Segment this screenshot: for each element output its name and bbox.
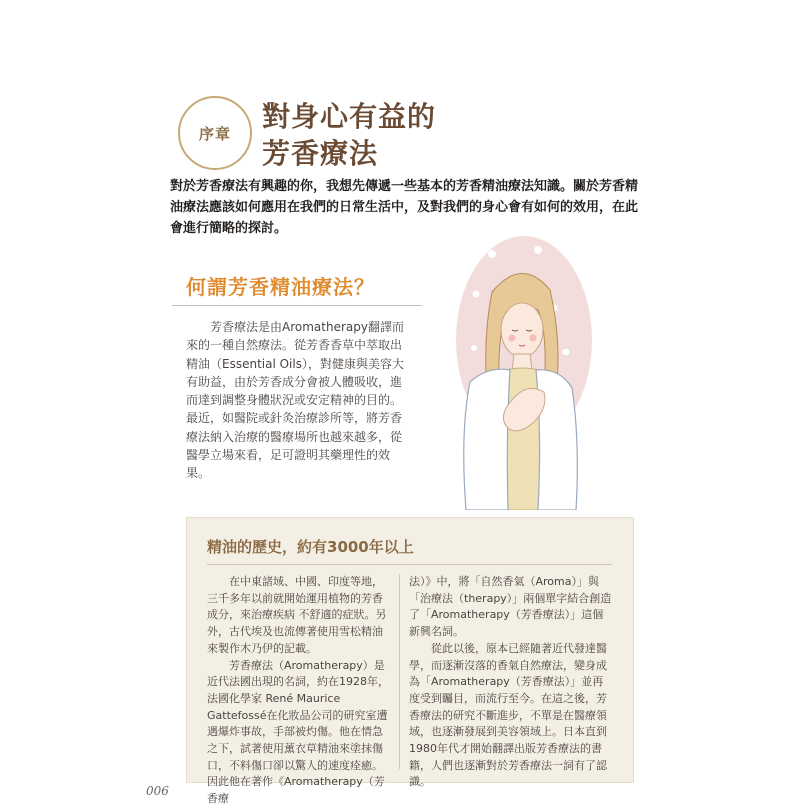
history-left-paragraph-1: 在中東諸域、中國、印度等地，三千多年以前就開始運用植物的芳香成分，來治療疾病 不舒適的症狀。另外，古代埃及也流傳著使用雪松精油來製作木乃伊的記載。 [207, 575, 387, 655]
chapter-badge-label: 序章 [198, 124, 231, 143]
page-number: 006 [146, 784, 169, 798]
history-right-paragraph-2: 從此以後，原本已經隨著近代發達醫學，而逐漸沒落的香氣自然療法，變身成為「Aromatherapy（芳香療法）」並再度受到矚目，而流行至今。在這之後，芳香療法的研究不斷進步，不單是在醫療領域，也逐漸發展到美容領域上。日本直到1980年代才開始翻譯出版芳香療法的書籍，人們也逐漸對於芳香療法一詞有了認識。 [409, 641, 607, 789]
chapter-title-line1: 對身心有益的 [262, 100, 437, 133]
history-divider [207, 564, 612, 565]
history-right-paragraph-1: 法）》中，將「自然香氣（Aroma）」與「治療法（therapy）」兩個單字結合創造了「Aromatherapy（芳香療法）」這個新興名詞。 [409, 575, 612, 639]
history-left-column [207, 574, 393, 808]
history-heading: 精油的歷史，約有3000年以上 [207, 538, 414, 556]
chapter-title-line2: 芳香療法 [262, 137, 379, 170]
section-body: 芳香療法是由Aromatherapy翻譯而來的一種自然療法。從芳香香草中萃取出精油（Essential Oils），對健康與美容大有助益，由於芳香成分會被人體吸收，進而達到調整身體狀況或安定精神的目的。最近，如醫院或針灸治療診所等，將芳香療法納入治療的醫療場所也越來越多，從醫學立場來看，足可證明其藥理性的效果。 [186, 320, 404, 481]
chapter-badge [178, 96, 252, 170]
intro-paragraph: 對於芳香療法有興趣的你，我想先傳遞一些基本的芳香精油療法知識。關於芳香精油療法應該如何應用在我們的日常生活中，及對我們的身心會有如何的效用，在此會進行簡略的探討。 [170, 179, 639, 236]
woman-illustration [448, 232, 598, 510]
face [501, 303, 543, 357]
section-heading: 何謂芳香精油療法？ [186, 275, 375, 299]
cardigan-left [464, 369, 510, 510]
history-box [186, 517, 634, 806]
column-rule [399, 574, 400, 769]
history-right-column [409, 574, 614, 791]
history-left-paragraph-2: 芳香療法（Aromatherapy）是近代法國出現的名詞，約在1928年，法國化學家 René Maurice Gattefossé在化妝品公司的研究室遭遇爆炸事故，手部被灼傷。他在情急之下，試著使用薰衣草精油來塗抹傷口，不料傷口卻以驚人的速度痊癒。因此他在著作《Aromatherapy（芳香療 [207, 658, 389, 806]
section-divider [172, 305, 422, 306]
chapter-title [262, 98, 436, 172]
